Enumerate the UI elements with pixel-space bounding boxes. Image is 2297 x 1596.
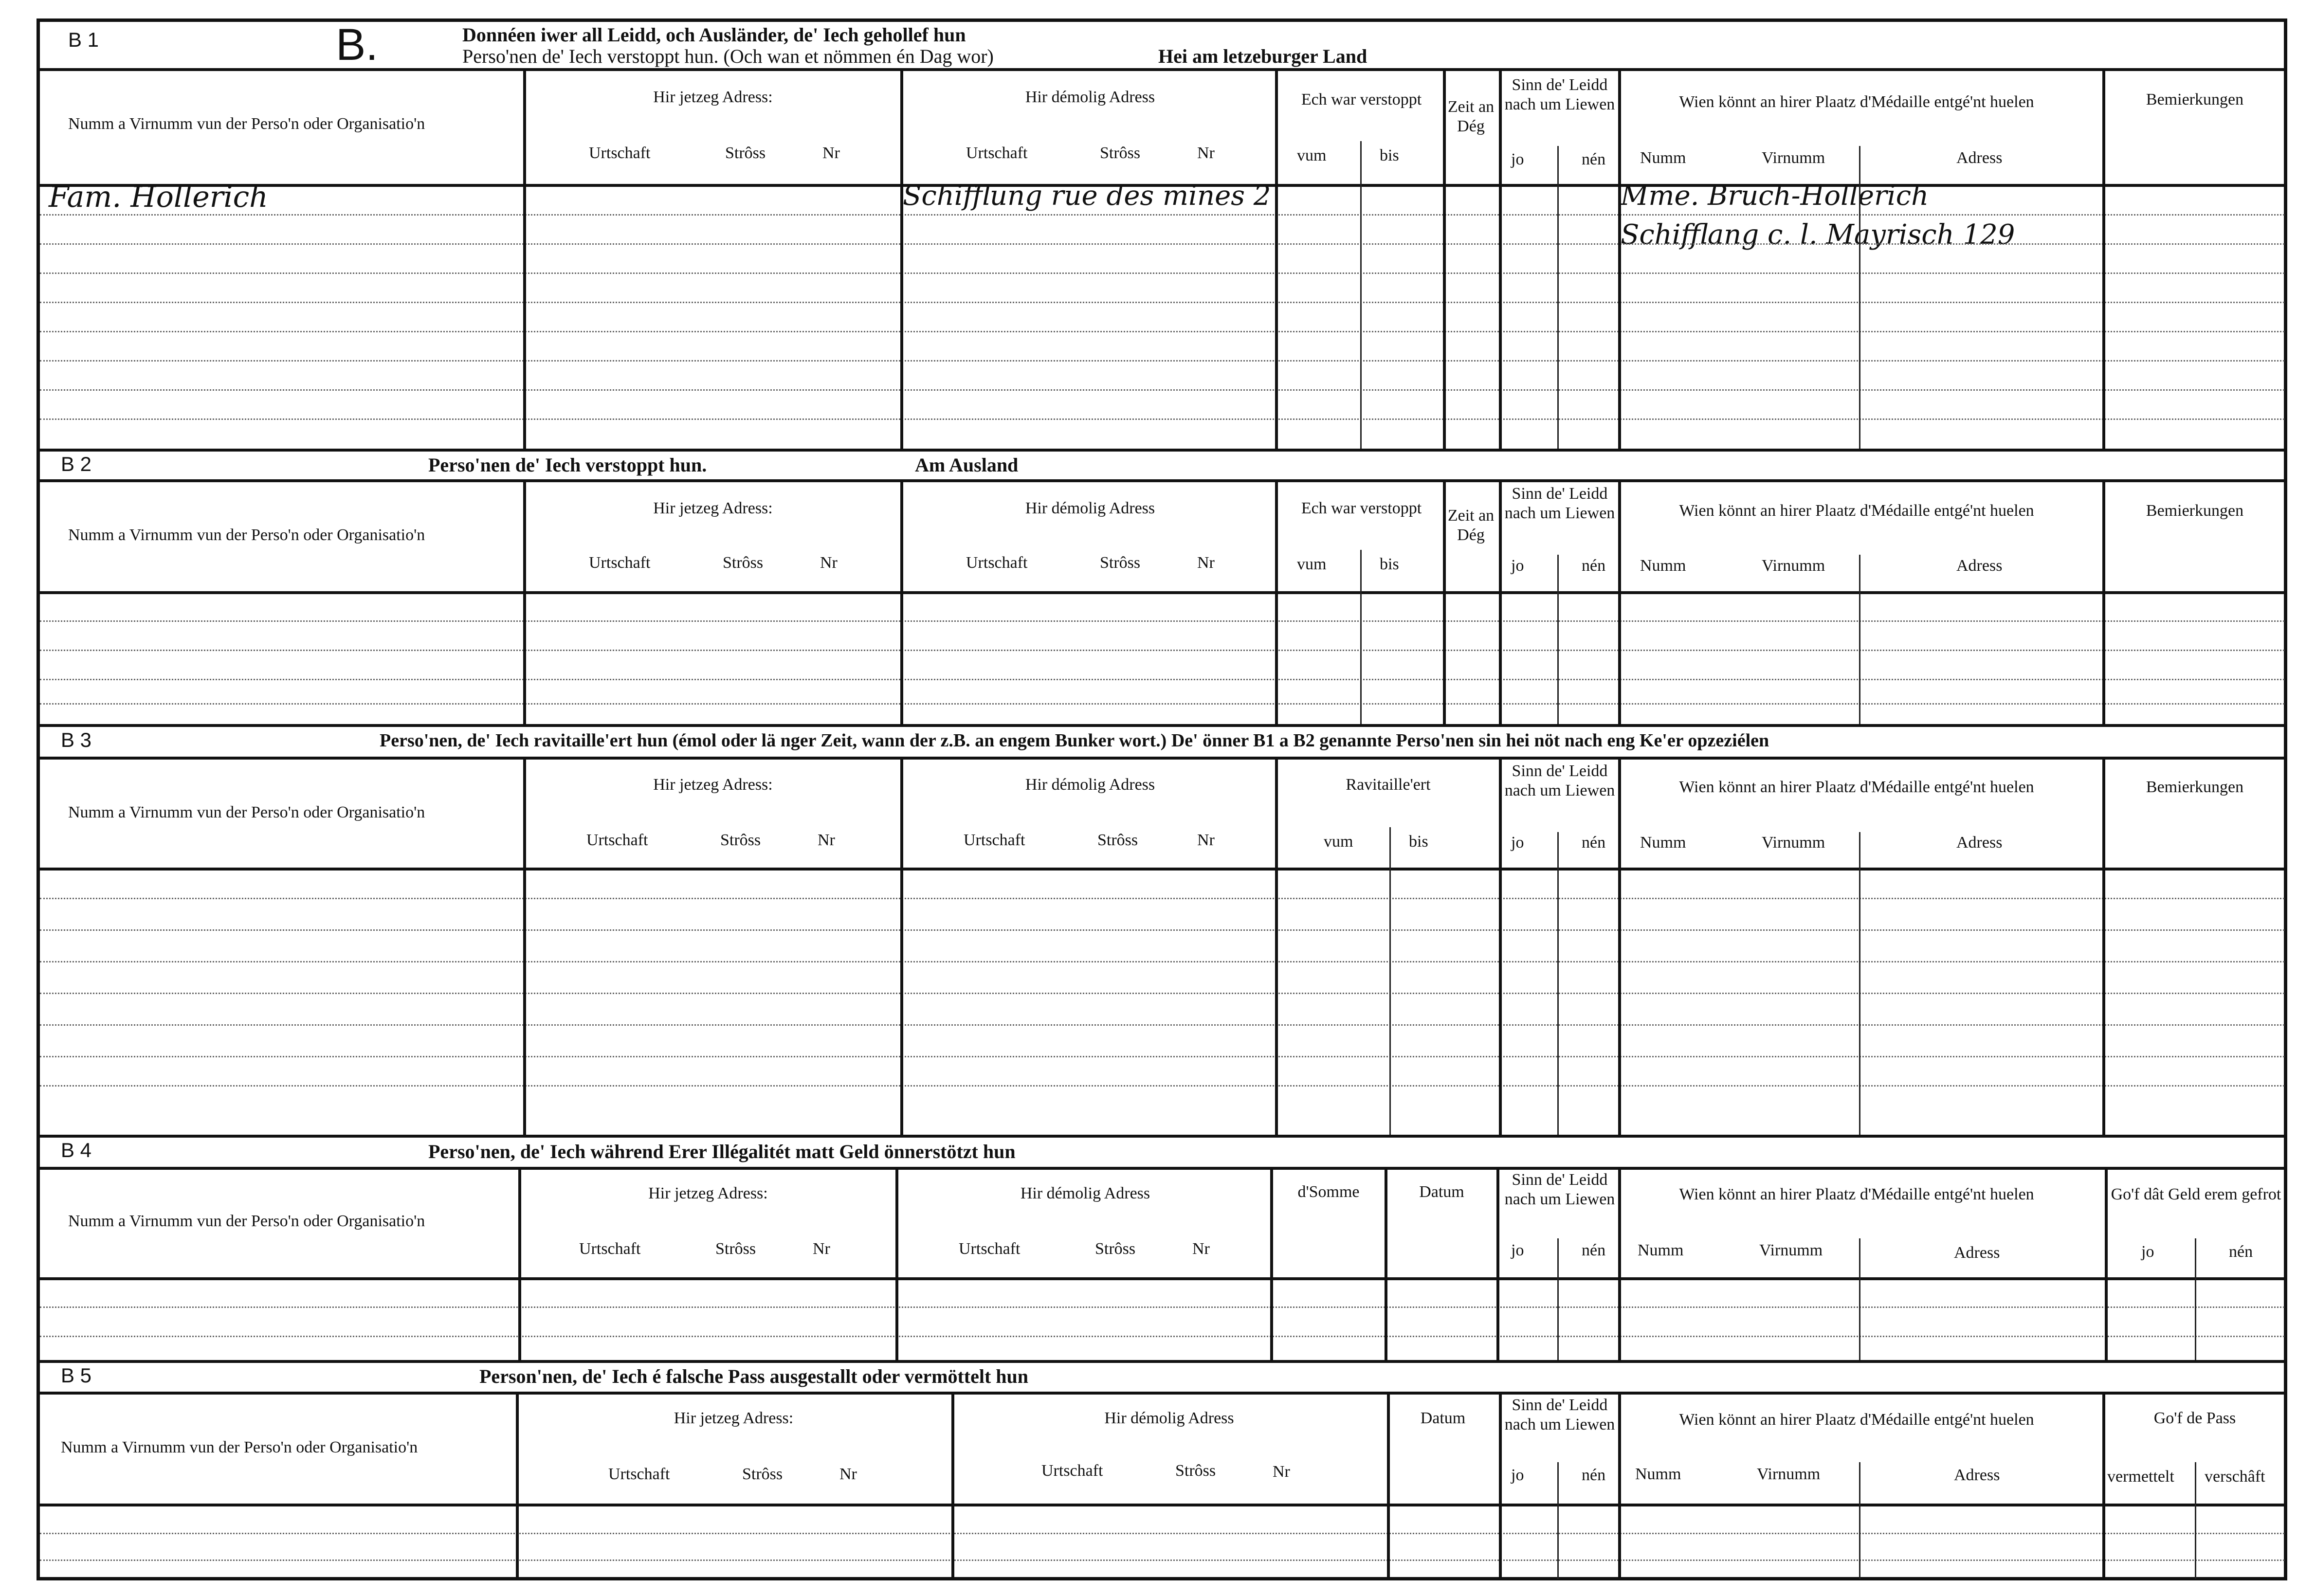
col-street: Strôss: [725, 144, 766, 162]
col-firstname: Virnumm: [1762, 557, 1825, 575]
col-to: bis: [1380, 555, 1399, 573]
col-money-returned-header: Go'f dât Geld erem gefrot: [2111, 1185, 2281, 1203]
col-sep: [523, 68, 526, 450]
col-street: Strôss: [742, 1465, 783, 1483]
col-town: Urtschaft: [964, 831, 1025, 849]
col-sep: [1275, 68, 1278, 450]
col-no: nén: [1582, 1466, 1606, 1484]
col-nr: Nr: [818, 831, 835, 849]
col-nr: Nr: [813, 1240, 830, 1258]
col-yes: jo: [1511, 150, 1524, 168]
section-id: B 1: [68, 28, 99, 51]
col-former-address-header: Hir démolig Adress: [1104, 1409, 1234, 1427]
col-current-address-header: Hir jetzeg Adress:: [653, 776, 773, 794]
col-surname: Numm: [1635, 1465, 1681, 1483]
col-address: Adress: [1956, 557, 2003, 575]
section-id: B 5: [61, 1364, 92, 1387]
col-yes: jo: [1511, 1466, 1524, 1484]
col-sep: [1618, 757, 1621, 1136]
col-sep: [900, 757, 903, 1136]
col-address: Adress: [1956, 149, 2003, 167]
col-sep: [951, 1392, 954, 1579]
col-sep: [518, 1167, 521, 1361]
col-sep: [1275, 479, 1278, 725]
col-mediated: vermettelt: [2107, 1468, 2174, 1486]
col-street: Strôss: [1100, 554, 1141, 572]
col-sep: [1557, 832, 1559, 1136]
section-id: B 4: [61, 1139, 92, 1161]
col-name-header: Numm a Virnumm vun der Perso'n oder Organisatio'n: [68, 526, 425, 544]
col-sep: [1443, 68, 1446, 450]
col-nr: Nr: [1273, 1463, 1290, 1481]
col-date-header: Datum: [1420, 1409, 1466, 1427]
col-sep: [1618, 479, 1621, 725]
col-sep: [1618, 1392, 1621, 1579]
col-town: Urtschaft: [1041, 1462, 1103, 1480]
entry-medal-address: Schifflang c. l. Mayrisch 129: [1621, 219, 2015, 251]
col-no: nén: [1582, 1241, 1606, 1259]
divider: [40, 757, 2284, 760]
col-name-header: Numm a Virnumm vun der Perso'n oder Organisatio'n: [68, 115, 425, 133]
col-sep: [1859, 832, 1860, 1136]
row-line: [40, 898, 2284, 899]
col-sep: [1387, 1392, 1390, 1579]
row-line: [40, 272, 2284, 274]
divider: [40, 68, 2284, 71]
col-surname: Numm: [1640, 834, 1686, 852]
row-line: [40, 1024, 2284, 1026]
col-name-header: Numm a Virnumm vun der Perso'n oder Organisatio'n: [68, 1212, 425, 1230]
col-sep: [1270, 1167, 1273, 1361]
col-sep: [1557, 555, 1559, 725]
col-sep: [1618, 68, 1621, 450]
section-title: Person'nen, de' Iech é falsche Pass ausgestallt oder vermöttelt hun: [479, 1365, 1029, 1387]
row-line: [40, 389, 2284, 391]
col-address: Adress: [1954, 1466, 2000, 1484]
col-former-address-header: Hir démolig Adress: [1020, 1184, 1150, 1202]
col-sep: [1618, 1167, 1621, 1361]
col-town: Urtschaft: [959, 1240, 1021, 1258]
col-medal-header: Wien könnt an hirer Plaatz d'Médaille entgé'nt huelen: [1679, 778, 2034, 796]
col-hidden-header: Ech war verstoppt: [1301, 91, 1422, 109]
col-sep: [523, 757, 526, 1136]
section-divider: [40, 449, 2284, 452]
row-line: [40, 360, 2284, 362]
col-sep: [523, 479, 526, 725]
col-nr: Nr: [1197, 144, 1215, 162]
header-divider: [40, 1277, 2284, 1280]
entry-former-address: Schifflung rue des mines 2: [903, 180, 1271, 212]
col-provided: verschâft: [2205, 1468, 2265, 1486]
col-address: Adress: [1954, 1244, 2000, 1262]
col-sep: [1385, 1167, 1387, 1361]
col-days-header: Zeit an Dég: [1447, 98, 1495, 135]
col-current-address-header: Hir jetzeg Adress:: [648, 1184, 768, 1202]
col-town: Urtschaft: [966, 144, 1028, 162]
col-town: Urtschaft: [589, 144, 651, 162]
section-divider: [40, 1360, 2284, 1363]
section-title: Perso'nen, de' Iech ravitaille'ert hun (émol oder lä nger Zeit, wann der z.B. an engem Bunker wort.) De' önner B1 a B2 genannte Perso'nen sin hei nöt nach eng Ke'er opzeziélen: [380, 730, 1769, 751]
col-no: nén: [1582, 834, 1606, 852]
row-line: [40, 1336, 2284, 1337]
col-former-address-header: Hir démolig Adress: [1025, 88, 1155, 106]
col-sep: [1360, 141, 1362, 450]
col-address: Adress: [1956, 834, 2003, 852]
col-yes: jo: [1511, 834, 1524, 852]
col-pass-header: Go'f de Pass: [2153, 1409, 2236, 1427]
col-nr: Nr: [1192, 1240, 1210, 1258]
row-line: [40, 1056, 2284, 1057]
col-no: nén: [1582, 150, 1606, 168]
col-street: Strôss: [1100, 144, 1141, 162]
col-from: vum: [1297, 146, 1327, 164]
row-line: [40, 679, 2284, 680]
section-subtitle: Perso'nen de' Iech verstoppt hun. (Och wan et nömmen én Dag wor): [462, 45, 994, 67]
col-date-header: Datum: [1419, 1183, 1464, 1201]
row-line: [40, 703, 2284, 705]
col-street: Strôss: [1097, 831, 1138, 849]
col-sep: [2105, 1167, 2108, 1361]
col-street: Strôss: [723, 554, 764, 572]
col-street: Strôss: [715, 1240, 756, 1258]
col-medal-header: Wien könnt an hirer Plaatz d'Médaille entgé'nt huelen: [1679, 93, 2034, 111]
col-former-address-header: Hir démolig Adress: [1025, 499, 1155, 517]
col-current-address-header: Hir jetzeg Adress:: [653, 88, 773, 106]
col-current-address-header: Hir jetzeg Adress:: [653, 499, 773, 517]
col-nr: Nr: [1197, 831, 1215, 849]
col-surname: Numm: [1640, 557, 1686, 575]
col-sep: [2102, 757, 2105, 1136]
col-medal-header: Wien könnt an hirer Plaatz d'Médaille entgé'nt huelen: [1679, 1411, 2034, 1429]
row-line: [40, 331, 2284, 332]
col-nr: Nr: [1197, 554, 1215, 572]
col-yes: jo: [1511, 557, 1524, 575]
divider: [40, 1167, 2284, 1170]
row-line: [40, 302, 2284, 303]
row-line: [40, 1306, 2284, 1308]
col-sinn-header: Sinn de' Leidd nach um Liewen: [1504, 76, 1615, 113]
col-sep: [1499, 68, 1502, 450]
col-street: Strôss: [1175, 1462, 1216, 1480]
col-medal-header: Wien könnt an hirer Plaatz d'Médaille entgé'nt huelen: [1679, 502, 2034, 520]
col-hidden-header: Ech war verstoppt: [1301, 499, 1422, 517]
section-title: Perso'nen, de' Iech während Erer Illégalitét matt Geld önnerstötzt hun: [428, 1141, 1016, 1162]
col-to: bis: [1409, 833, 1428, 851]
col-sinn-header: Sinn de' Leidd nach um Liewen: [1504, 485, 1615, 522]
row-line: [40, 214, 2284, 216]
col-current-address-header: Hir jetzeg Adress:: [674, 1409, 794, 1427]
header-divider: [40, 1504, 2284, 1506]
col-former-address-header: Hir démolig Adress: [1025, 776, 1155, 794]
col-sep: [900, 479, 903, 725]
row-line: [40, 243, 2284, 245]
row-line: [40, 961, 2284, 962]
section-divider: [40, 1135, 2284, 1138]
col-surname: Numm: [1640, 149, 1686, 167]
row-line: [40, 1085, 2284, 1087]
col-firstname: Virnumm: [1762, 834, 1825, 852]
row-line: [40, 993, 2284, 994]
col-firstname: Virnumm: [1759, 1241, 1823, 1259]
col-street: Strôss: [720, 831, 761, 849]
form-border: [36, 18, 2287, 1580]
col-sinn-header: Sinn de' Leidd nach um Liewen: [1504, 1396, 1615, 1433]
col-sep: [1859, 146, 1860, 450]
row-line: [40, 1560, 2284, 1561]
col-sep: [895, 1167, 898, 1361]
col-to: bis: [1380, 146, 1399, 164]
col-sep: [1499, 757, 1502, 1136]
col-sep: [1499, 1392, 1502, 1579]
col-ravit-header: Ravitaille'ert: [1346, 776, 1431, 794]
col-sep: [900, 68, 903, 450]
row-line: [40, 620, 2284, 622]
col-no: nén: [1582, 557, 1606, 575]
col-yes: jo: [2141, 1243, 2154, 1261]
col-sep: [2195, 1238, 2196, 1361]
col-sinn-header: Sinn de' Leidd nach um Liewen: [1504, 762, 1615, 799]
col-name-header: Numm a Virnumm vun der Perso'n oder Organisatio'n: [68, 803, 425, 821]
row-line: [40, 650, 2284, 651]
col-nr: Nr: [839, 1465, 857, 1483]
divider: [40, 479, 2284, 482]
col-sep: [1859, 1238, 1860, 1361]
col-firstname: Virnumm: [1762, 149, 1825, 167]
col-sep: [1275, 757, 1278, 1136]
col-town: Urtschaft: [966, 554, 1028, 572]
col-sep: [2102, 479, 2105, 725]
col-town: Urtschaft: [579, 1240, 641, 1258]
col-street: Strôss: [1095, 1240, 1136, 1258]
col-sep: [1859, 555, 1860, 725]
col-days-header: Zeit an Dég: [1447, 507, 1495, 544]
col-medal-header: Wien könnt an hirer Plaatz d'Médaille entgé'nt huelen: [1679, 1185, 2034, 1203]
row-line: [40, 418, 2284, 420]
col-sinn-header: Sinn de' Leidd nach um Liewen: [1504, 1171, 1615, 1208]
col-town: Urtschaft: [589, 554, 651, 572]
header-divider: [40, 591, 2284, 594]
col-sep: [1557, 146, 1559, 450]
col-sep: [2102, 1392, 2105, 1579]
col-remarks-header: Bemierkungen: [2146, 91, 2244, 109]
col-town: Urtschaft: [608, 1465, 670, 1483]
header-divider: [40, 868, 2284, 871]
col-name-header: Numm a Virnumm vun der Perso'n oder Organisatio'n: [61, 1438, 418, 1456]
col-from: vum: [1297, 555, 1327, 573]
divider: [40, 1392, 2284, 1395]
col-sep: [1859, 1462, 1860, 1579]
col-remarks-header: Bemierkungen: [2146, 502, 2244, 520]
col-sep: [516, 1392, 519, 1579]
section-id: B 2: [61, 453, 92, 475]
col-sep: [1443, 479, 1446, 725]
col-nr: Nr: [820, 554, 838, 572]
col-firstname: Virnumm: [1757, 1465, 1821, 1483]
col-sep: [1557, 1238, 1559, 1361]
row-line: [40, 1533, 2284, 1534]
col-no: nén: [2229, 1243, 2253, 1261]
col-sep: [2195, 1462, 2196, 1579]
row-line: [40, 929, 2284, 931]
col-nr: Nr: [822, 144, 840, 162]
section-place: Hei am letzeburger Land: [1158, 45, 1367, 67]
form-letter: B.: [336, 20, 378, 70]
section-place: Am Ausland: [915, 454, 1019, 476]
col-town: Urtschaft: [586, 831, 648, 849]
section-title: Donnéen iwer all Leidd, och Ausländer, de' Iech gehollef hun: [462, 24, 966, 46]
col-sep: [1360, 550, 1362, 725]
col-sep: [1496, 1167, 1499, 1361]
section-title: Perso'nen de' Iech verstoppt hun.: [428, 454, 707, 476]
col-surname: Numm: [1638, 1241, 1684, 1259]
col-yes: jo: [1511, 1241, 1524, 1259]
col-sep: [2102, 68, 2105, 450]
col-amount-header: d'Somme: [1297, 1183, 1360, 1201]
col-from: vum: [1324, 833, 1353, 851]
entry-name: Fam. Hollerich: [49, 180, 268, 214]
col-sep: [1389, 827, 1391, 1136]
section-id: B 3: [61, 728, 92, 751]
entry-medal-name: Mme. Bruch-Hollerich: [1621, 180, 1929, 212]
col-sep: [1557, 1462, 1559, 1579]
col-sep: [1499, 479, 1502, 725]
col-remarks-header: Bemierkungen: [2146, 778, 2244, 796]
section-divider: [40, 724, 2284, 727]
